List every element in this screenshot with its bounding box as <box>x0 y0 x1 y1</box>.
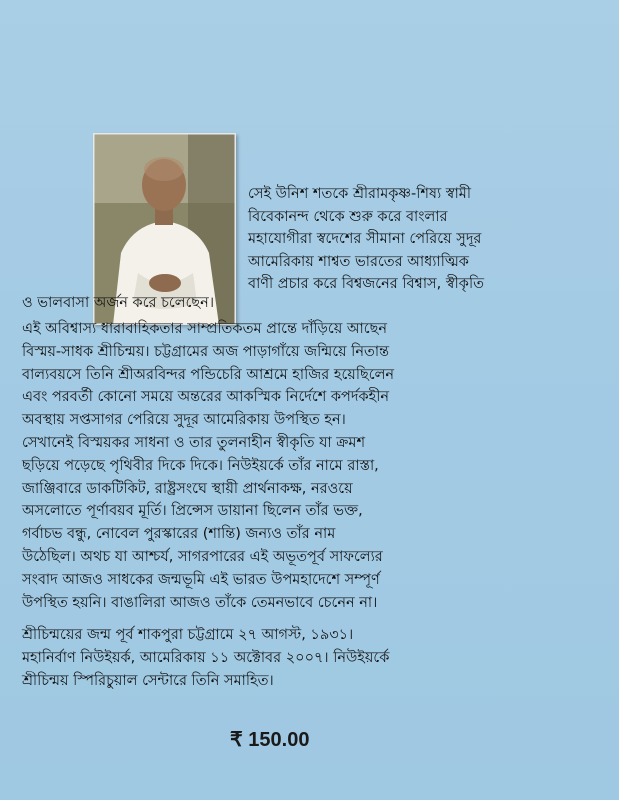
intro-line: বিবেকানন্দ থেকে শুরু করে বাংলার <box>248 208 448 225</box>
intro-line: মহাযোগীরা স্বদেশের সীমানা পেরিয়ে সুদূর <box>248 231 482 247</box>
intro-paragraph-end <box>22 292 598 315</box>
body-line: উঠেছিল। অথচ যা আশ্চর্য, সাগরপারের এই অভূতপূর্ব সাফল্যের <box>22 548 383 565</box>
body-line: বিস্ময়-সাধক শ্রীচিন্ময়। চট্টগ্রামের অজ পাড়াগাঁয়ে জন্মিয়ে নিতান্ত <box>22 343 390 360</box>
price-label: ₹ 150.00 <box>230 729 310 751</box>
body-line: গর্বাচভ বন্ধু, নোবেল পুরস্কারের (শান্তি) জন্যও তাঁর নাম <box>22 526 336 543</box>
body-line: ছড়িয়ে পড়েছে পৃথিবীর দিকে দিকে। নিউইয়র্কে তাঁর নামে রাস্তা, <box>22 457 379 474</box>
body-line: উপস্থিত হয়নি। বাঙালিরা আজও তাঁকে তেমনভাবে চেনেন না। <box>22 594 378 611</box>
body-line: সংবাদ আজও সাধকের জন্মভূমি এই ভারত উপমহাদেশে সম্পূর্ণ <box>22 571 380 588</box>
body-line: বাল্যবয়সে তিনি শ্রীঅরবিন্দর পন্ডিচেরি আশ্রমে হাজির হয়েছিলেন <box>22 366 395 383</box>
intro-line: ও ভালবাসা অর্জন করে চলেছেন। <box>22 295 215 311</box>
body-line: সেখানেই বিস্ময়কর সাধনা ও তার তুলনাহীন স্বীকৃতি যা ক্রমশ <box>22 434 366 451</box>
body-line: জাঞ্জিবারে ডাকটিকিট, রাষ্ট্রসংঘে স্থায়ী প্রার্থনাকক্ষ, নরওয়ে <box>22 480 353 497</box>
body-paragraph <box>22 318 598 614</box>
intro-line: আমেরিকায় শাশ্বত ভারতের আধ্যাত্মিক <box>248 253 469 270</box>
biography-line: মহানির্বাণ নিউইয়র্ক, আমেরিকায় ১১ অক্টোবর ২০০৭। নিউইয়র্কে <box>22 649 390 666</box>
body-line: অসলোতে পূর্ণাবয়ব মূর্তি। প্রিন্সেস ডায়ানা ছিলেন তাঁর ভক্ত, <box>22 503 363 520</box>
biography-paragraph <box>22 624 598 692</box>
body-line: এবং পরবর্তী কোনো সময়ে অন্তরের আকস্মিক নির্দেশে কপর্দকহীন <box>22 389 390 406</box>
intro-line: সেই উনিশ শতকে শ্রীরামকৃষ্ণ-শিষ্য স্বামী <box>248 186 471 202</box>
biography-line: শ্রীচিন্ময়ের জন্ম পূর্ব শাকপুরা চট্টগ্রামে ২৭ আগস্ট, ১৯৩১। <box>22 627 354 643</box>
intro-paragraph <box>248 183 598 296</box>
intro-line: বাণী প্রচার করে বিশ্বজনের বিশ্বাস, স্বীকৃতি <box>248 276 484 292</box>
body-line: অবস্থায় সপ্তসাগর পেরিয়ে সুদূর আমেরিকায় উপস্থিত হন। <box>22 412 346 429</box>
body-line: এই অবিশ্বাস্য ধারাবাহিকতার সাম্প্রতিকতম প্রান্তে দাঁড়িয়ে আছেন <box>22 321 388 337</box>
biography-line: শ্রীচিন্ময় স্পিরিচুয়াল সেন্টারে তিনি সমাহিত। <box>22 672 274 689</box>
